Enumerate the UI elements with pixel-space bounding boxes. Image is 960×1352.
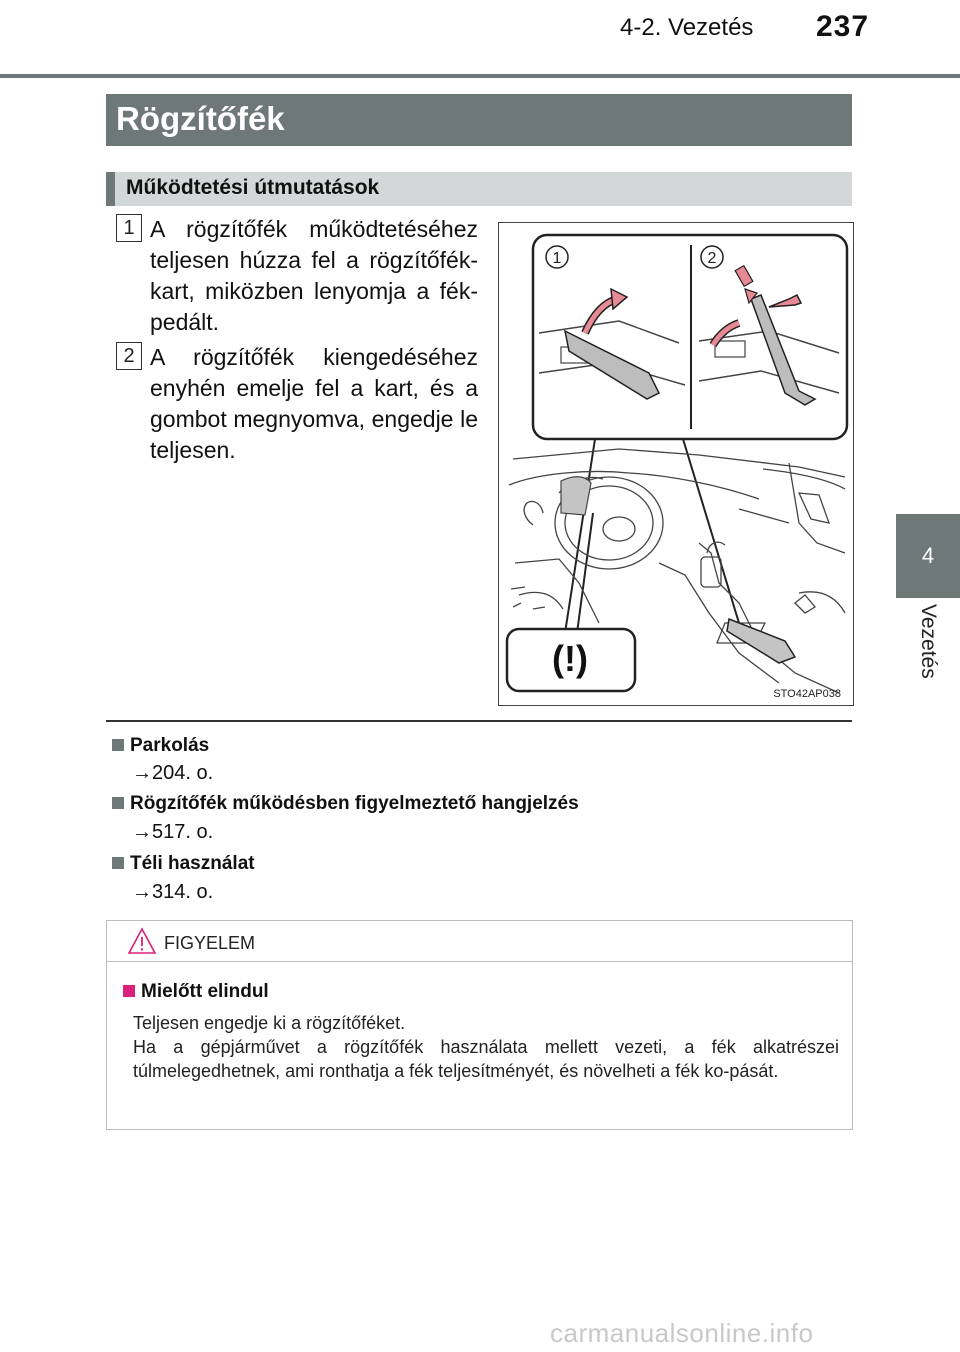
- warning-bullet-icon: [123, 985, 135, 997]
- note-parking: [112, 735, 209, 757]
- step-1-text: A rögzítőfék működtetéséhez teljesen húzza fel a rögzítőfék-kart, miközben lenyomja a fék-pedált.: [150, 216, 478, 335]
- callout-2-badge: [701, 246, 723, 268]
- console-lever: [727, 619, 795, 663]
- instrument-cluster-highlight: [561, 477, 591, 515]
- step-2-number: 2: [116, 342, 142, 370]
- illustration-code: STO42AP038: [773, 688, 841, 700]
- illustration-svg: [499, 223, 853, 705]
- footer-watermark: carmanualsonline.info: [550, 1318, 814, 1348]
- bullet-square-icon: [112, 739, 124, 751]
- header-rule: [0, 74, 960, 78]
- subsection-title: Működtetési útmutatások: [126, 176, 380, 199]
- warning-heading: [123, 981, 269, 1003]
- note-brake-buzzer-heading: Rögzítőfék működésben figyelmeztető hangjelzés: [130, 793, 579, 814]
- bullet-square-icon: [112, 857, 124, 869]
- callout-2-label: 2: [707, 250, 717, 267]
- header-section-title: 4-2. Vezetés: [620, 14, 754, 41]
- warning-body: [133, 1011, 839, 1083]
- note-winter: [112, 853, 255, 875]
- chapter-tab-label: [896, 598, 960, 718]
- warning-label: FIGYELEM: [164, 933, 256, 953]
- subsection-accent: [106, 172, 115, 206]
- callout-1-label: 1: [552, 250, 562, 267]
- note-brake-buzzer: [112, 793, 579, 815]
- page-number: 237: [816, 10, 870, 43]
- step-1-number: 1: [116, 214, 142, 242]
- bullet-square-icon: [112, 797, 124, 809]
- section-divider: [106, 720, 852, 722]
- warning-heading-text: Mielőtt elindul: [141, 981, 269, 1002]
- warning-header: [107, 921, 852, 962]
- chapter-number: 4: [921, 543, 935, 568]
- note-parking-heading: Parkolás: [130, 735, 210, 756]
- page-title-bar: [106, 94, 852, 146]
- note-winter-heading: Téli használat: [130, 853, 255, 874]
- warning-line-2: Ha a gépjárművet a rögzítőfék használata mellett vezeti, a fék alkatrészei túlmelegedhetnek, ami ronthatja a fék teljesítményét, és növelheti a fék ko-pását.: [133, 1037, 839, 1081]
- step-2-text: A rögzítőfék kiengedéséhez enyhén emelje fel a kart, és a gombot megnyomva, engedje le teljesen.: [150, 344, 478, 463]
- note-parking-ref: →204. o.: [132, 762, 214, 784]
- indicator-pointer-line: [577, 513, 593, 633]
- subsection-header: [106, 172, 852, 206]
- brake-warning-icon: (!): [552, 638, 588, 679]
- parking-brake-illustration: [498, 222, 854, 706]
- note-winter-ref: →314. o.: [132, 881, 214, 903]
- warning-box: [106, 920, 853, 1130]
- page-title: Rögzítőfék: [116, 100, 285, 137]
- chapter-label-text: Vezetés: [917, 604, 940, 679]
- warning-line-1: Teljesen engedje ki a rögzítőféket.: [133, 1013, 406, 1033]
- note-brake-buzzer-ref: →517. o.: [132, 821, 214, 843]
- chapter-tab: [896, 514, 960, 598]
- callout-1-badge: [546, 246, 568, 268]
- warning-triangle-icon: [127, 927, 157, 955]
